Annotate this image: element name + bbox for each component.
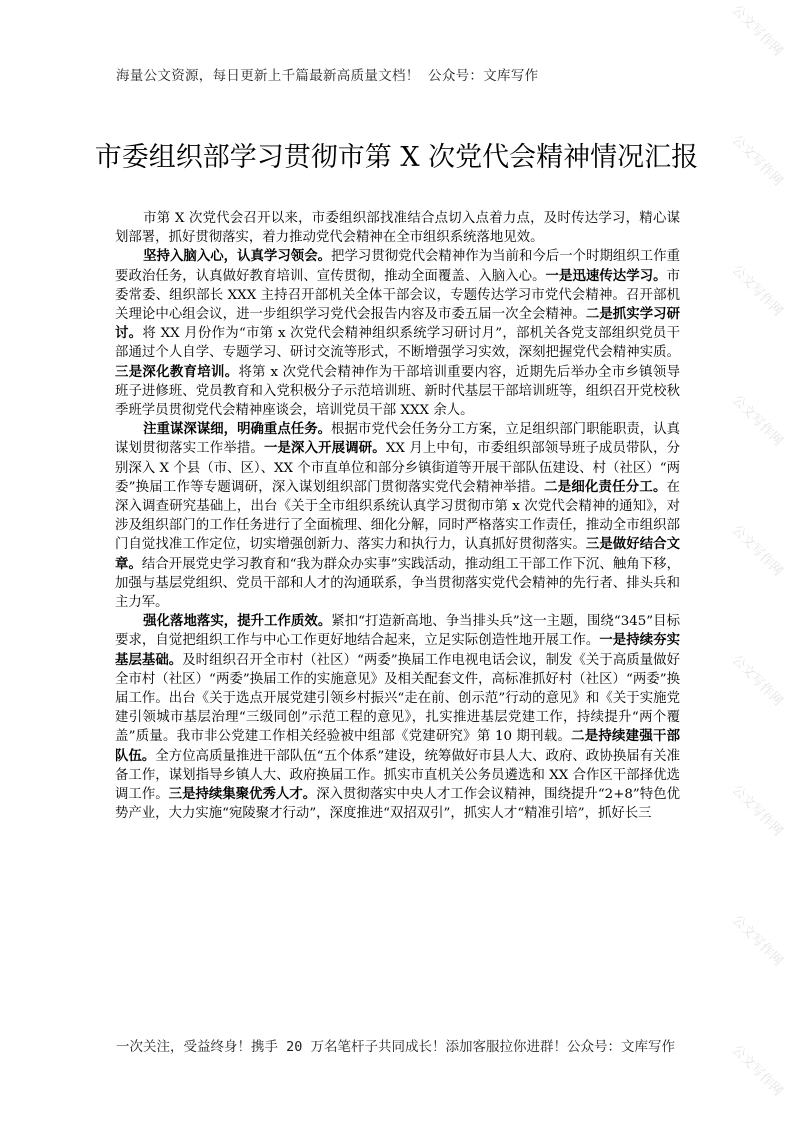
- paragraph-text: 市委常委、组织部长 XXX 主持召开部机关全体干部会议，专题传达学习市党代会精神。召开部机关理论中心组会议，进一步组织学习党代会报告内容及市委五届一次全会精神。: [115, 268, 681, 323]
- watermark-text: 公文写作网: [728, 1042, 786, 1100]
- bold-heading-text: 二是抓实学习研讨。: [115, 306, 681, 342]
- bold-heading-text: 一是迅速传达学习。: [545, 267, 667, 284]
- watermark-text: 公文写作网: [728, 132, 786, 190]
- paragraph-text: 全方位高质量推进干部队伍“五个体系”建设，统筹做好市县人大、政府、政协换届有关准备工作，谋划指导乡镇人大、政府换届工作。抓实市直机关公务员遴选和 XX 合作区干部择优选调工作。: [115, 748, 680, 803]
- paragraph-text: 紧扣“打造新高地、争当排头兵”这一主题，围绕“345”目标要求，自觉把组织工作与中心工作更好地结合起来，立足实际创造性地开展工作。: [115, 614, 680, 649]
- page-footer-banner: 一次关注，受益终身！携手 20 万名笔杆子共同成长！添加客服拉你进群！公众号：文库写作: [116, 1039, 676, 1055]
- body-paragraph: [115, 612, 680, 823]
- watermark-text: 公文写作网: [728, 652, 786, 710]
- document-body: [115, 209, 680, 824]
- bold-heading-text: 强化落地落实，提升工作质效。: [143, 613, 332, 630]
- bold-heading-text: 注重谋深谋细，明确重点任务。: [143, 421, 332, 438]
- body-paragraph: [115, 420, 680, 612]
- document-title: 市委组织部学习贯彻市第 X 次党代会精神情况汇报: [94, 142, 699, 173]
- body-paragraph: [115, 209, 680, 247]
- watermark-text: 公文写作网: [728, 782, 786, 840]
- paragraph-text: 深入贯彻落实中央人才工作会议精神，围绕提升“2+8”特色优势产业，大力实施“宛陵聚才行动”，深度推进“双招双引”，抓实人才“精准引培”，抓好长三: [115, 787, 681, 822]
- paragraph-text: 市第 X 次党代会召开以来，市委组织部找准结合点切入点着力点，及时传达学习，精心谋划部署，抓好贯彻落实，着力推动党代会精神在全市组织系统落地见效。: [115, 211, 680, 246]
- bold-heading-text: 三是持续集聚优秀人才。: [168, 786, 317, 803]
- paragraph-text: 把学习贯彻党代会精神作为当前和今后一个时期组织工作重要政治任务，认真做好教育培训、宣传贯彻，推动全面覆盖、入脑入心。: [115, 249, 681, 284]
- paragraph-text: 在深入调查研究基础上，出台《关于全市组织系统认真学习贯彻市第 x 次党代会精神的通知》，对涉及组织部门的工作任务进行了全面梳理、细化分解，同时严格落实工作责任，推动全市组织部门自觉找准工作定位，切实增强创新力、落实力和执行力，认真抓好贯彻落实。: [115, 479, 681, 553]
- bold-heading-text: 二是细化责任分工。: [544, 478, 667, 495]
- watermark-text: 公文写作网: [728, 262, 786, 320]
- bold-heading-text: 二是持续建强干部队伍。: [115, 728, 681, 764]
- bold-heading-text: 三是深化教育培训。: [115, 363, 239, 380]
- watermark-text: 公文写作网: [728, 522, 786, 580]
- watermark-strip: [728, 0, 793, 1122]
- watermark-text: 公文写作网: [728, 912, 786, 970]
- paragraph-text: 结合开展党史学习教育和“我为群众办实事”实践活动，推动组工干部工作下沉、触角下移，加强与基层党组织、党员干部和人才的沟通联系，争当贯彻落实党代会精神的先行者、排头兵和主力军。: [115, 556, 680, 611]
- paragraph-text: XX 月上中旬，市委组织部领导班子成员带队，分别深入 X 个县（市、区）、XX 个市直单位和部分乡镇街道等开展干部队伍建设、村（社区）“两委”换届工作等专题调研，深入谋划组织部门贯彻落实党代会精神举措。: [115, 441, 681, 495]
- bold-heading-text: 一是深入开展调研。: [263, 440, 386, 457]
- bold-heading-text: 三是做好结合文章。: [115, 536, 681, 572]
- paragraph-text: 将第 x 次党代会精神作为干部培训重要内容，近期先后举办全市乡镇领导班子进修班、党员教育和入党积极分子示范培训班、新时代基层干部培训班等，组织召开党校秋季班学员贯彻党代会精神座谈会，培训党员干部 XXX 余人。: [115, 364, 680, 419]
- paragraph-text: 根据市党代会任务分工方案，立足组织部门职能职责，认真谋划贯彻落实工作举措。: [115, 422, 681, 457]
- paragraph-text: 及时组织召开全市村（社区）“两委”换届工作电视电话会议，制发《关于高质量做好全市村（社区）“两委”换届工作的实施意见》及相关配套文件，高标准抓好村（社区）“两委”换届工作。出台《关于选点开展党建引领乡村振兴“走在前、创示范”行动的意见》和《关于实施党建引领城市基层治理“三级同创”示范工程的意见》，扎实推进基层党建工作，持续提升“两个覆盖”质量。我市非公党建工作相关经验被中组部《党建研究》第 10 期刊载。: [115, 652, 680, 745]
- bold-heading-text: 一是持续夯实基层基础。: [115, 632, 681, 668]
- page-header-banner: 海量公文资源，每日更新上千篇最新高质量文档！ 公众号：文库写作: [116, 68, 539, 84]
- body-paragraph: [115, 247, 680, 420]
- paragraph-text: 将 XX 月份作为“市第 x 次党代会精神组织系统学习研讨月”，部机关各党支部组织党员干部通过个人自学、专题学习、研讨交流等形式，不断增强学习实效，深刻把握党代会精神实质。: [115, 326, 681, 361]
- watermark-text: 公文写作网: [728, 392, 786, 450]
- bold-heading-text: 坚持入脑入心，认真学习领会。: [143, 248, 332, 265]
- watermark-text: 公文写作网: [728, 2, 786, 60]
